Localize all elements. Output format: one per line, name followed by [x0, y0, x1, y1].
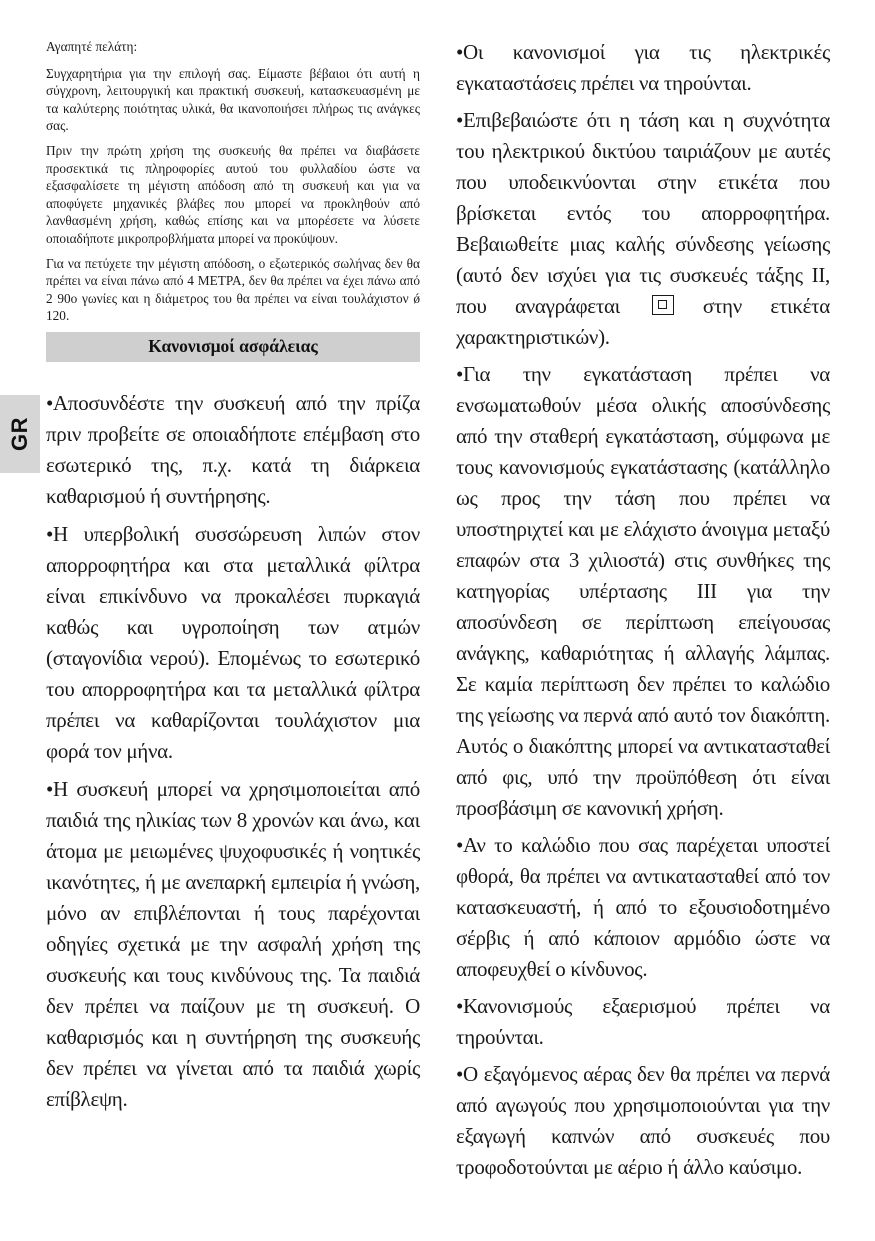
- left-column: [46, 38, 420, 1122]
- safety-item-voltage: [456, 105, 830, 353]
- right-column: [456, 37, 830, 1189]
- language-tab-label: GR: [7, 417, 32, 451]
- safety-heading: Κανονισμοί ασφάλειας: [46, 332, 420, 362]
- safety-item-ventilation: •Κανονισμούς εξαερισμού πρέπει να τηρούνται.: [456, 994, 830, 1049]
- intro-paragraph-2: Πριν την πρώτη χρήση της συσκευής θα πρέπει να διαβάσετε προσεκτικά τις πληροφορίες αυτού του φυλλαδίου ώστε να εξασφαλίσετε τη μέγιστη απόδοση από τη συσκευή και για να αποφύγετε μηχανικές βλάβες που μπορεί να προκληθούν από λανθασμένη χρήση, καθώς επίσης και να μπορέσετε να λύσετε οποιαδήποτε μικροπροβλήματα μπορεί να προκύψουν.: [46, 142, 420, 246]
- intro-paragraph-3: Για να πετύχετε την μέγιστη απόδοση, ο εξωτερικός σωλήνας δεν θα πρέπει να είναι πάνω από 4 ΜΕΤΡΑ, δεν θα πρέπει να έχει πάνω από 2 90ο γωνίες και η διάμετρος του θα πρέπει να είναι τουλάχιστον ǿ 120.: [46, 255, 420, 324]
- intro-paragraph-1: Συγχαρητήρια για την επιλογή σας. Είμαστε βέβαιοι ότι αυτή η σύγχρονη, λειτουργική και πρακτική συσκευή, κατασκευασμένη με τα καλύτερης ποιότητας υλικά, θα ικανοποιήσει πλήρως τις ανάγκες σας.: [46, 65, 420, 134]
- voltage-text-end: στην ετικέτα χαρακτηριστικών).: [456, 294, 831, 349]
- safety-item-grease: •Η υπερβολική συσσώρευση λιπών στον απορροφητήρα και στα μεταλλικά φίλτρα είναι επικίνδυνο να προκαλέσει πυρκαγιά καθώς και υγροποίηση των ατμών (σταγονίδια νερού). Επομένως το εσωτερικό του απορροφητήρα και τα μεταλλικά φίλτρα πρέπει να καθαρίζονται τουλάχιστον μια φορά τον μήνα.: [46, 521, 420, 763]
- safety-item-electrical-rules: •Οι κανονισμοί για τις ηλεκτρικές εγκαταστάσεις πρέπει να τηρούνται.: [456, 40, 830, 95]
- greeting: Αγαπητέ πελάτη:: [46, 39, 138, 54]
- double-square-icon: [652, 295, 674, 315]
- safety-item-disconnect: •Για την εγκατάσταση πρέπει να ενσωματωθούν μέσα ολικής αποσύνδεσης από την σταθερή εγκατάσταση, σύμφωνα με τους κανονισμούς εγκατάστασης (κατάλληλο ως προς την τάση που πρέπει να υποστηριχτεί και με ελάχιστο άνοιγμα μεταξύ επαφών στα 3 χιλιοστά) στις συνθήκες της κατηγορίας υπέρτασης III για την αποσύνδεση σε περίπτωση επείγουσας ανάγκης, καθαριότητας ή αλλαγής λάμπας. Σε καμία περίπτωση δεν πρέπει το καλώδιο της γείωσης να περνά από αυτό τον διακόπτη. Αυτός ο διακόπτης μπορεί να αντικατασταθεί από φις, υπό την προϋπόθεση ότι είναι προσβάσιμη σε κανονική χρήση.: [456, 362, 830, 820]
- language-tab: [0, 395, 40, 473]
- voltage-text: •Επιβεβαιώστε ότι η τάση και η συχνότητα του ηλεκτρικού δικτύου ταιριάζουν με αυτές που υποδεικνύονται στην ετικέτα που βρίσκεται εντός του απορροφητήρα. Βεβαιωθείτε μιας καλής σύνδεσης γείωσης (αυτό δεν ισχύει για τις συσκευές τάξης II, που αναγράφεται: [456, 108, 830, 318]
- safety-item-children: •Η συσκευή μπορεί να χρησιμοποιείται από παιδιά της ηλικίας των 8 χρονών και άνω, και άτομα με μειωμένες ψυχοφυσικές ή νοητικές ικανότητες, ή με ανεπαρκή εμπειρία ή γνώση, μόνο αν επιβλέπονται ή τους παρέχονται οδηγίες σχετικά με την ασφαλή χρήση της συσκευής και τους κινδύνους της. Τα παιδιά δεν πρέπει να παίζουν με τη συσκευή. Ο καθαρισμός και η συντήρηση της συσκευής δεν πρέπει να γίνεται από τα παιδιά χωρίς επίβλεψη.: [46, 776, 420, 1111]
- safety-item-unplug: •Αποσυνδέστε την συσκευή από την πρίζα πριν προβείτε σε οποιαδήποτε επέμβαση στο εσωτερικό της, π.χ. κατά τη διάρκεια καθαρισμού ή συντήρησης.: [46, 390, 420, 508]
- safety-item-cable: •Αν το καλώδιο που σας παρέχεται υποστεί φθορά, θα πρέπει να αντικατασταθεί από τον κατασκευαστή, ή από το εξουσιοδοτημένο σέρβις ή από κάποιον αρμόδιο ώστε να αποφευχθεί ο κίνδυνος.: [456, 833, 830, 981]
- safety-item-exhaust: •Ο εξαγόμενος αέρας δεν θα πρέπει να περνά από αγωγούς που χρησιμοποιούνται για την εξαγωγή καπνών από συσκευές που τροφοδοτούνται με αέριο ή άλλο καύσιμο.: [456, 1062, 830, 1179]
